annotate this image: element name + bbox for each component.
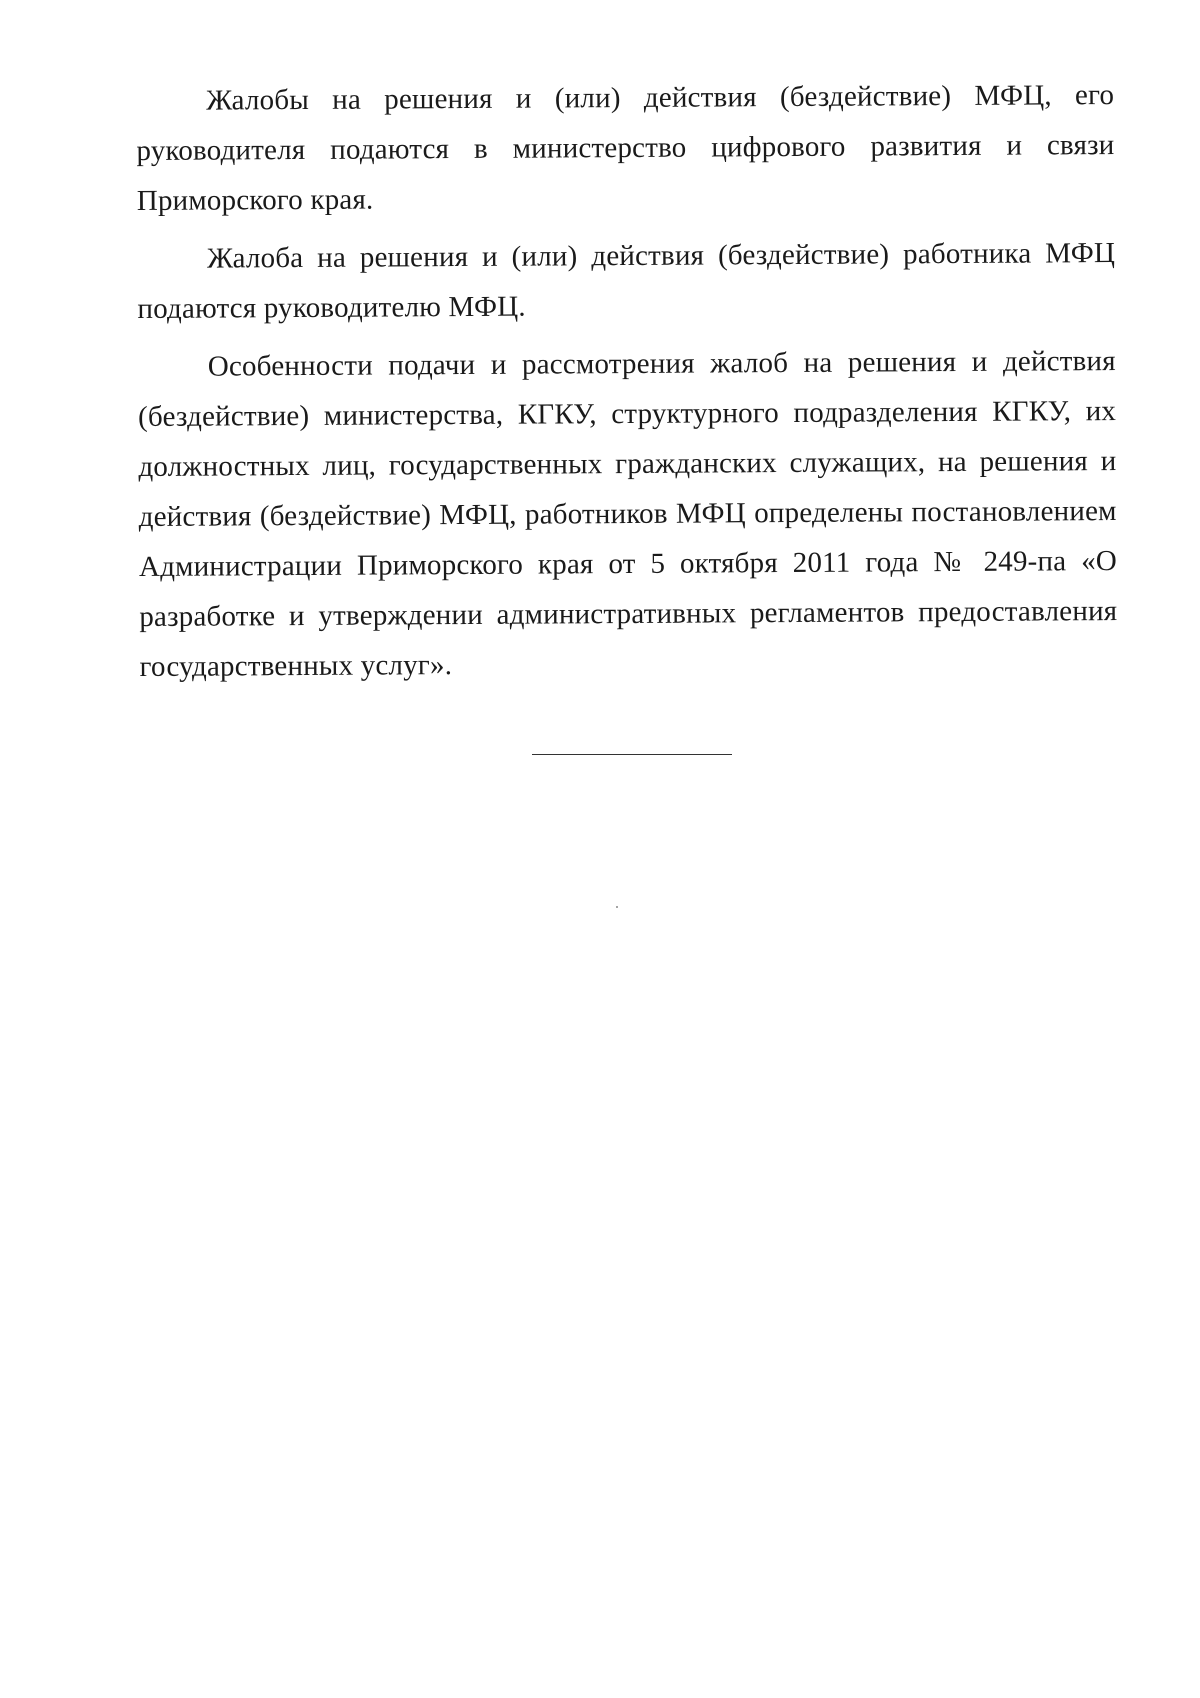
paragraph-complaint-procedure: Особенности подачи и рассмотрения жалоб на решения и действия (бездействие) министерства, КГКУ, структурного подразделения КГКУ, их должностных лиц, государственных гражданских служащих, на решения и действия (бездействие) МФЦ, работников МФЦ определены постановлением Администрации Приморского края от 5 октября 2011 года № 249-па «О разработке и утверждении административных регламентов предоставления государственных услуг».: [137, 345, 1118, 683]
document-body: [136, 70, 1118, 692]
paragraph-complaints-mfc-head: Жалобы на решения и (или) действия (бездействие) МФЦ, его руководителя подаются в министерство цифрового развития и связи Приморского края.: [136, 79, 1115, 217]
closing-divider-line: [532, 754, 732, 755]
paragraph-complaints-mfc-worker: Жалоба на решения и (или) действия (бездействие) работника МФЦ подаются руководителю МФЦ.: [137, 237, 1116, 325]
scan-speck: [616, 906, 618, 908]
